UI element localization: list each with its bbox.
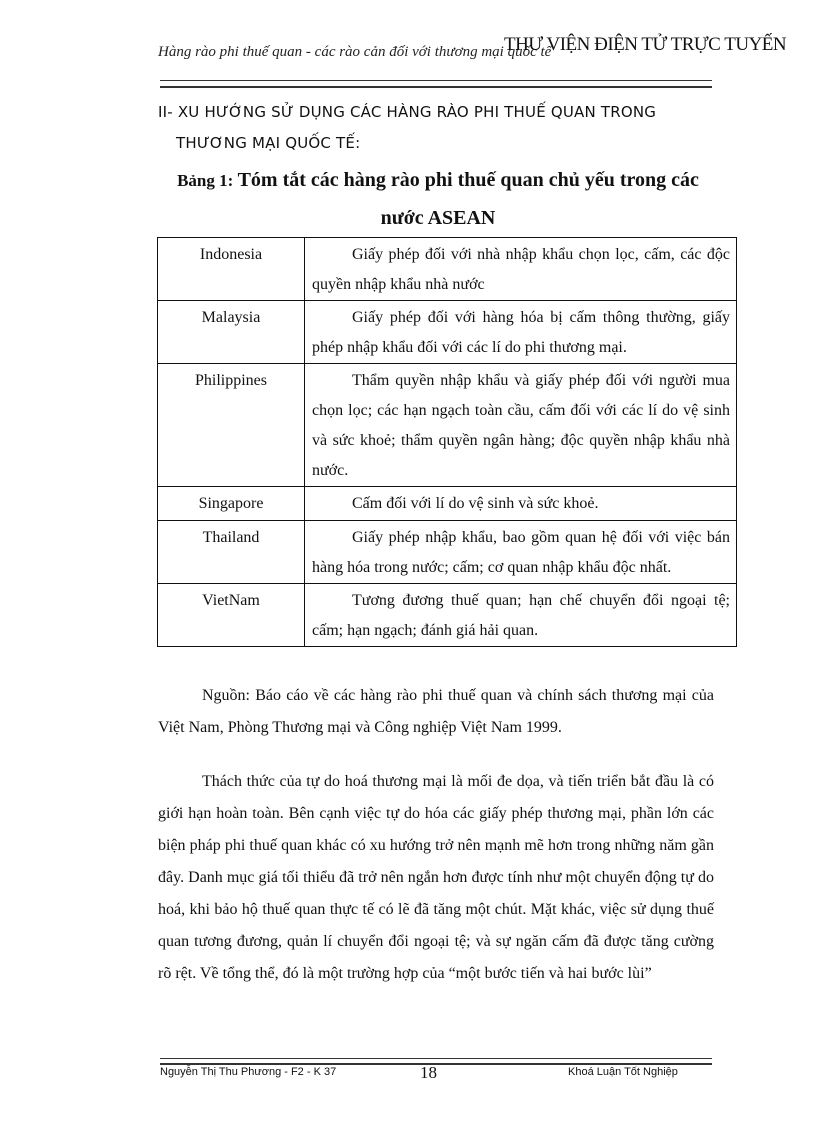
measures-text: Thẩm quyền nhập khẩu và giấy phép đối với người mua chọn lọc; các hạn ngạch toàn cầu, cấm đối với các lí do vệ sinh và sức khoẻ; thẩm quyền ngân hàng; độc quyền nhập khẩu nhà nước.	[312, 372, 730, 479]
measures-cell	[305, 238, 737, 301]
source-note	[158, 680, 714, 744]
header-rule	[160, 80, 712, 88]
measures-cell	[305, 584, 737, 647]
table-caption-label: Bảng 1	[177, 171, 228, 190]
footer-doc-type: Khoá Luận Tốt Nghiệp	[568, 1066, 678, 1078]
measures-cell	[305, 521, 737, 584]
measures-cell	[305, 301, 737, 364]
country-cell: Philippines	[158, 364, 305, 487]
country-cell: Indonesia	[158, 238, 305, 301]
running-header-title: Hàng rào phi thuế quan - các rào cản đối với thương mại quốc tế	[158, 44, 552, 60]
measures-text: Cấm đối với lí do vệ sinh và sức khoẻ.	[352, 495, 599, 512]
measures-text: Giấy phép nhập khẩu, bao gồm quan hệ đối với việc bán hàng hóa trong nước; cấm; cơ quan nhập khẩu độc nhất.	[312, 529, 730, 576]
table-title: Tóm tắt các hàng rào phi thuế quan chủ yếu trong các nước ASEAN	[237, 169, 699, 229]
measures-text: Giấy phép đối với hàng hóa bị cấm thông thường, giấy phép nhập khẩu đối với các lí do phi thương mại.	[312, 309, 730, 356]
section-heading	[158, 97, 718, 159]
paragraph-text: Thách thức của tự do hoá thương mại là mối đe dọa, và tiến triển bắt đầu là có giới hạn hoàn toàn. Bên cạnh việc tự do hóa các giấy phép thương mại, phần lớn các biện pháp phi thuế quan khác có xu hướng trở nên mạnh mẽ hơn trong những năm gần đây. Danh mục giá tối thiểu đã trở nên ngắn hơn được tính như một chuyển động tự do hoá, khi bảo hộ thuế quan thực tế có lẽ đã tăng một chút. Mặt khác, việc sử dụng thuế quan tương đương, quản lí chuyển đổi ngoại tệ; và sự ngăn cấm đã được tăng cường rõ rệt. Về tổng thể, đó là một trường hợp của “một bước tiến và hai bước lùi”	[158, 773, 714, 982]
measures-cell	[305, 364, 737, 487]
page-number: 18	[420, 1063, 437, 1082]
section-heading-line1: II- XU HƯỚNG SỬ DỤNG CÁC HÀNG RÀO PHI THUẾ QUAN TRONG	[158, 103, 657, 121]
measures-cell	[305, 487, 737, 521]
country-cell: VietNam	[158, 584, 305, 647]
table-caption	[158, 162, 718, 238]
table-row	[158, 584, 737, 647]
source-text: Nguồn: Báo cáo về các hàng rào phi thuế quan và chính sách thương mại của Việt Nam, Phòng Thương mại và Công nghiệp Việt Nam 1999.	[158, 687, 714, 736]
measures-text: Giấy phép đối với nhà nhập khẩu chọn lọc, cấm, các độc quyền nhập khẩu nhà nước	[312, 246, 730, 293]
table-row	[158, 521, 737, 584]
table-row	[158, 301, 737, 364]
country-cell: Malaysia	[158, 301, 305, 364]
table-caption-separator: :	[227, 171, 238, 190]
table-row	[158, 238, 737, 301]
footer-author: Nguyễn Thị Thu Phương - F2 - K 37	[160, 1066, 337, 1078]
body-paragraph	[158, 766, 714, 990]
asean-barriers-table	[157, 237, 737, 647]
section-heading-line2: THƯƠNG MẠI QUỐC TẾ:	[176, 134, 361, 152]
table-row	[158, 364, 737, 487]
country-cell: Thailand	[158, 521, 305, 584]
library-watermark: THƯ VIỆN ĐIỆN TỬ TRỰC TUYẾN	[504, 34, 787, 55]
country-cell: Singapore	[158, 487, 305, 521]
measures-text: Tương đương thuế quan; hạn chế chuyển đổi ngoại tệ; cấm; hạn ngạch; đánh giá hải quan.	[312, 592, 730, 639]
table-row	[158, 487, 737, 521]
